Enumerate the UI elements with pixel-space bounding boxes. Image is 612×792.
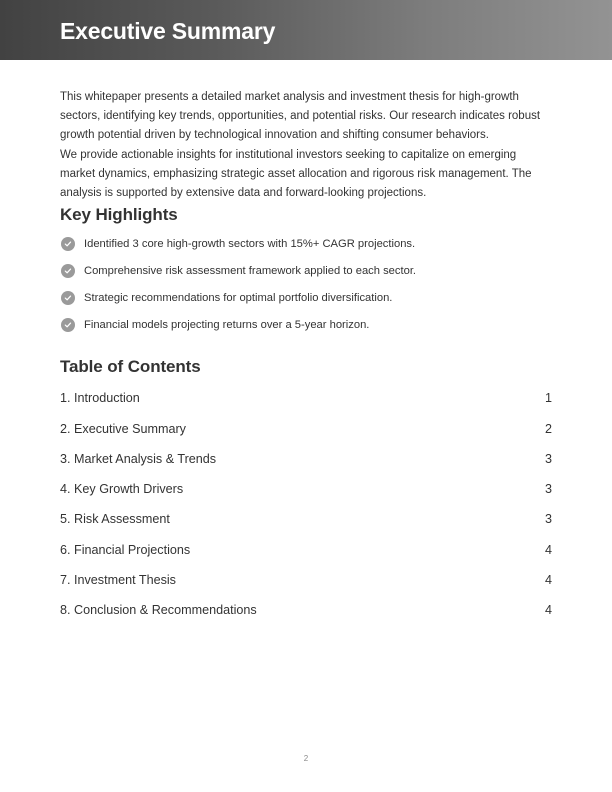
key-highlights-list [60, 237, 552, 332]
check-circle-icon [61, 237, 75, 251]
document-content [60, 88, 552, 633]
page-title: Executive Summary [60, 18, 276, 44]
toc-entry-page: 4 [544, 542, 552, 557]
toc-entry-label: 4. Key Growth Drivers [60, 482, 184, 497]
toc-entry-page: 3 [544, 482, 552, 497]
intro-paragraph-2: We provide actionable insights for institutional investors seeking to capitalize on emerging market dynamics, emphasizing strategic asset allocation and rigorous risk management. The analysis is supported by extensive data and forward-looking projections. [60, 148, 532, 200]
highlight-text: Identified 3 core high-growth sectors with 15%+ CAGR projections. [84, 238, 416, 251]
table-of-contents-heading: Table of Contents [60, 357, 201, 377]
list-item [60, 318, 552, 332]
check-circle-icon [61, 291, 75, 305]
highlight-text: Comprehensive risk assessment framework applied to each sector. [84, 265, 417, 278]
toc-entry[interactable] [60, 421, 552, 437]
toc-entry-label: 5. Risk Assessment [60, 512, 170, 527]
check-circle-icon [61, 264, 75, 278]
toc-entry-page: 2 [544, 421, 552, 436]
check-circle-icon [61, 318, 75, 332]
list-item [60, 291, 552, 305]
toc-entry[interactable] [60, 390, 552, 406]
toc-entry[interactable] [60, 602, 552, 618]
toc-entry-page: 3 [544, 451, 552, 466]
toc-entry-page: 3 [544, 512, 552, 527]
toc-entry-label: 6. Financial Projections [60, 542, 191, 557]
highlight-text: Strategic recommendations for optimal portfolio diversification. [84, 292, 393, 305]
toc-entry[interactable] [60, 572, 552, 588]
key-highlights-heading: Key Highlights [60, 205, 178, 225]
toc-entry[interactable] [60, 451, 552, 467]
toc-entry-label: 1. Introduction [60, 391, 140, 406]
highlight-text: Financial models projecting returns over a 5-year horizon. [84, 319, 370, 332]
toc-entry-label: 7. Investment Thesis [60, 573, 176, 587]
toc-entry-label: 2. Executive Summary [60, 421, 186, 436]
table-of-contents-list [60, 390, 552, 618]
toc-entry-page: 1 [544, 391, 552, 406]
toc-entry[interactable] [60, 511, 552, 527]
list-item [60, 237, 552, 251]
intro-paragraph-1: This whitepaper presents a detailed market analysis and investment thesis for high-growth sectors, identifying key trends, opportunities, and potential risks. Our research indicates robust growth potential driven by technological innovation and shifting consumer behaviors. [60, 91, 541, 142]
toc-entry[interactable] [60, 542, 552, 558]
page-number: 2 [303, 754, 309, 763]
page-footer [0, 748, 612, 766]
document-header-banner [0, 0, 612, 60]
toc-entry-page: 4 [544, 603, 552, 618]
toc-entry-page: 4 [544, 573, 552, 587]
toc-entry-label: 8. Conclusion & Recommendations [60, 603, 257, 618]
toc-entry-label: 3. Market Analysis & Trends [60, 451, 217, 466]
toc-entry[interactable] [60, 481, 552, 497]
list-item [60, 264, 552, 278]
